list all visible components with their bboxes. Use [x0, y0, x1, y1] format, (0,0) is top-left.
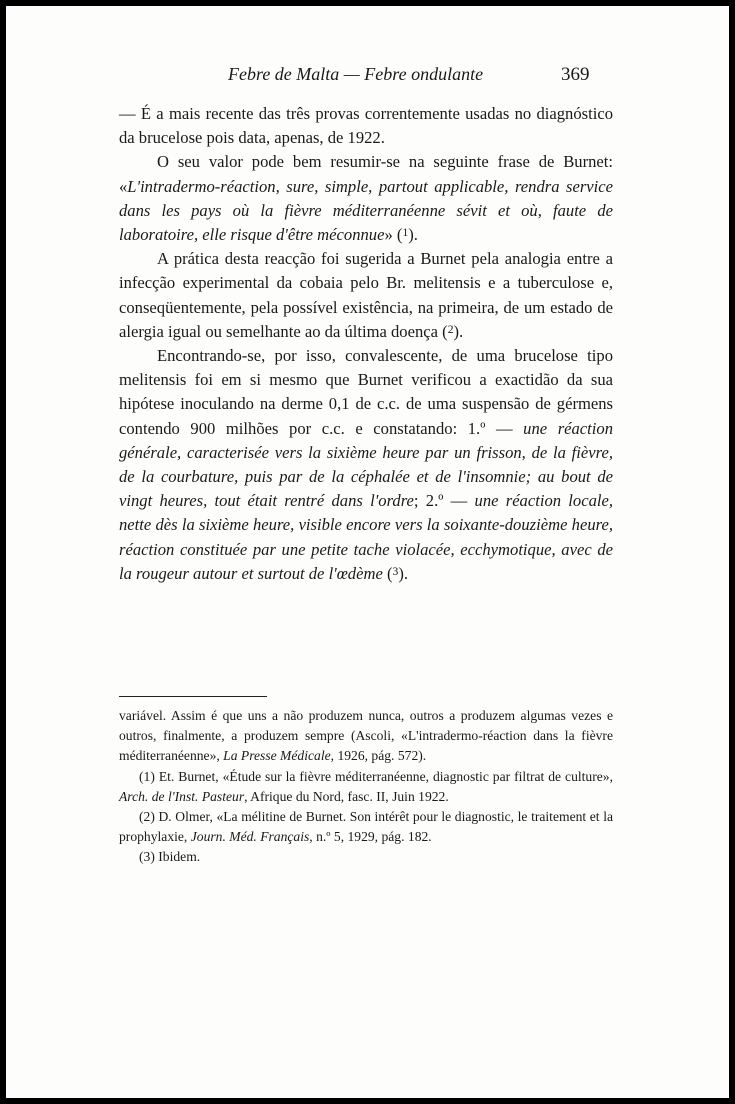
footnote-divider	[119, 696, 267, 697]
footnote-text: , 1926, pág. 572).	[330, 748, 427, 764]
paragraph-text: » (	[384, 225, 403, 245]
paragraph-text: A prática desta reacção foi sugerida a Burnet pela analogia entre a infecção experimental da cobaia pelo Br. melitensis e a tuberculose e, conseqüentemente, pela possível existência, na primeira, de um estado de alergia igual ou semelhante ao da última doença (	[119, 249, 613, 341]
page-header	[6, 64, 729, 94]
footnote-text: Et. Burnet, «Étude sur la fièvre méditerranéenne, diagnostic par filtrat de culture»,	[154, 768, 613, 784]
paragraph-text: (	[382, 563, 393, 583]
footnote-reference: 3	[392, 564, 399, 578]
footnote-mark: 2	[143, 809, 151, 825]
footnote-1: (1) Et. Burnet, «Étude sur la fièvre méditerranéenne, diagnostic par filtrat de culture», Arch. de l'Inst. Pasteur, Afrique du Nord, fasc. II, Juin 1922.	[119, 768, 613, 804]
footnote-2: (2) D. Olmer, «La mélitine de Burnet. Son intérêt pour le diagnostic, le traitement et la prophylaxie, Journ. Méd. Français, n.º 5, 1929, pág. 182.	[119, 809, 613, 845]
paragraph	[119, 150, 613, 247]
journal-title: Arch. de l'Inst. Pasteur	[119, 788, 245, 804]
footnote-text: variável. Assim é que uns a não produzem nunca, outros a produzem algumas vezes e outros, finalmente, a produzem sempre (Ascoli, «L'intradermo-réaction dans la fièvre méditerranéenne»,	[119, 708, 613, 764]
quotation: une réaction locale, nette dès la sixième heure, visible encore vers la soixante-douzième heure, réaction constituée par une petite tache violacée, ecchymotique, avec de la rougeur autour et surtout de l'œdème	[119, 491, 613, 583]
footnote-reference: 2	[447, 322, 454, 336]
quotation: une réaction générale, caracterisée vers la sixième heure par un frisson, de la fièvre, de la courbature, puis par de la céphalée et de l'insomnie; au bout de vingt heures, tout était rentré dans l'ordre	[119, 418, 613, 511]
paragraph-text: ; 2.º —	[413, 491, 475, 511]
paragraph	[119, 344, 613, 586]
paragraph-text: — É a mais recente das três provas correntemente usadas no diagnóstico da brucelose pois data, apenas, de 1922.	[119, 104, 613, 148]
footnote-continuation	[119, 706, 613, 767]
footnote-reference: 1	[402, 225, 409, 239]
footnotes	[119, 706, 613, 868]
quotation: L'intradermo-réaction, sure, simple, partout applicable, rendra service dans les pays où la fièvre méditerranéenne sévit et où, faute de laboratoire, elle risque d'être méconnue	[119, 176, 613, 245]
footnote-text: D. Olmer, «La mélitine de Burnet. Son intérêt pour le diagnostic, le traitement et la prophylaxie,	[119, 809, 613, 845]
paragraph-text: ).	[408, 225, 418, 245]
running-title: Febre de Malta — Febre ondulante	[228, 64, 484, 84]
footnote-mark: 1	[143, 768, 151, 784]
journal-title: Journ. Méd. Français	[190, 829, 310, 845]
footnote-text: , Afrique du Nord, fasc. II, Juin 1922.	[244, 788, 449, 804]
paragraph-text: Encontrando-se, por isso, convalescente, de uma brucelose tipo melitensis foi em si mesmo que Burnet verificou a exactidão da sua hipótese inoculando na derme 0,1 de c.c. de uma suspensão de gérmens contendo 900 milhões por c.c. e constatando: 1.º —	[119, 346, 613, 438]
footnote-3: (3) Ibidem.	[139, 849, 201, 865]
paragraph-text: O seu valor pode bem resumir-se na seguinte frase de Burnet: «	[119, 152, 613, 196]
paragraph	[119, 247, 613, 344]
paragraph	[119, 102, 613, 150]
book-page	[6, 6, 729, 1098]
journal-title: La Presse Médicale	[223, 748, 331, 764]
main-text	[119, 102, 613, 586]
footnote-text: , n.º 5, 1929, pág. 182.	[309, 829, 432, 845]
paragraph-text: ).	[453, 321, 464, 341]
page-number: 369	[561, 64, 590, 85]
footnote-mark: 3	[143, 849, 151, 865]
footnote-text: Ibidem.	[154, 849, 201, 865]
paragraph-text: ).	[398, 563, 408, 583]
